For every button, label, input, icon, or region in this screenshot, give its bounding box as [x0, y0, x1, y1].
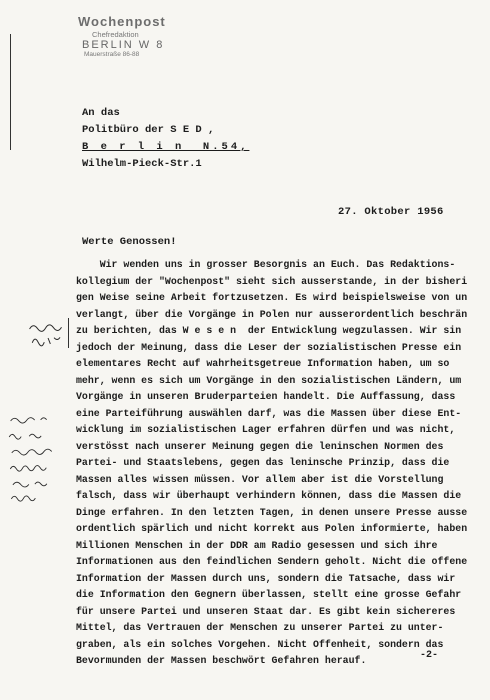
letterhead-stamp	[78, 14, 198, 58]
body-line: für unsere Partei und unseren Staat dar. Es gibt kein sichereres	[76, 605, 456, 617]
letter-body	[76, 257, 484, 670]
body-line: eine Parteiführung auswählen darf, was die Massen über diese Ent-	[76, 407, 462, 419]
body-line: Bevormunden der Massen beschwört Gefahren herauf.	[76, 655, 367, 666]
recipient-address	[82, 105, 249, 173]
recipient-line-4: Wilhelm-Pieck-Str.1	[82, 158, 202, 170]
body-line: gen Weise seine Arbeit fortzusetzen. Es wird beispielsweise von un	[76, 292, 468, 303]
body-line: verstösst nach unserer Meinung gegen die leninschen Normen des	[76, 440, 444, 452]
body-line: Massen alles wissen müssen. Vor allem aber ist die Vorstellung	[76, 473, 444, 485]
margin-bracket-mark	[10, 34, 14, 150]
letterhead-name: Wochenpost	[78, 14, 166, 29]
letter-date: 27. Oktober 1956	[338, 206, 444, 218]
handwriting-scribble-icon	[27, 319, 68, 349]
handwritten-note-lower	[6, 411, 69, 508]
body-line: elementares Recht auf wahrheitsgetreue Information haben, um so	[76, 358, 450, 369]
recipient-line-1: An das	[82, 107, 120, 119]
body-line: Vorgänge in unseren Bruderparteien handelt. Die Auffassung, dass	[76, 391, 456, 402]
handwritten-note-upper	[27, 319, 69, 355]
handwriting-scribble-icon	[6, 411, 69, 503]
body-line: jedoch der Meinung, dass die Leser der sozialistischen Presse ein	[76, 341, 462, 353]
recipient-line-2: Politbüro der S E D ,	[82, 124, 215, 136]
body-line: kollegium der "Wochenpost" sieht sich ausserstande, in der bisheri	[76, 275, 468, 287]
body-line: Wir wenden uns in grosser Besorgnis an Euch. Das Redaktions-	[76, 259, 456, 270]
salutation: Werte Genossen!	[82, 236, 177, 248]
body-line: zu berichten, das W e s e n der Entwicklung wegzulassen. Wir sin	[76, 325, 462, 336]
letterhead-department: Chefredaktion	[92, 30, 139, 39]
body-line: wicklung im sozialistischen Lager erfahren dürfen und was nicht,	[76, 424, 456, 435]
body-line: die Information den Gegnern überlassen, stellt eine grosse Gefahr	[76, 589, 462, 600]
body-line: ordentlich spärlich und nicht korrekt aus Polen informierte, haben	[76, 523, 468, 534]
letterhead-street: Mauerstraße 86-88	[84, 51, 140, 58]
body-line: Informationen aus den feindlichen Sendern geholt. Nicht die offene	[76, 556, 468, 567]
letterhead-city: BERLIN W 8	[82, 39, 165, 51]
page-number: -2-	[420, 650, 439, 661]
body-line: graben, als ein solches Vorgehen. Nicht Offenheit, sondern das	[76, 638, 444, 650]
body-line: Partei- und Staatslebens, gegen das leninsche Prinzip, dass die	[76, 457, 450, 468]
body-line: Information der Massen durch uns, sondern die Tatsache, dass wir	[76, 572, 456, 584]
body-line: mehr, wenn es sich um Vorgänge in den sozialistischen Ländern, um	[76, 374, 462, 386]
body-line: Mittel, das Vertrauen der Menschen zu unserer Partei zu unter-	[76, 622, 444, 633]
body-line: falsch, dass wir überhaupt verhindern können, dass die Massen die	[76, 490, 462, 501]
body-line: Millionen Menschen in der DDR am Radio gesessen und sich ihre	[76, 539, 438, 551]
recipient-line-3: B e r l i n N.54,	[82, 141, 250, 153]
body-line: verlangt, über die Vorgänge in Polen nur ausserordentlich beschrän	[76, 308, 468, 320]
body-line: Dinge erfahren. In den letzten Tagen, in denen unsere Presse ausse	[76, 506, 468, 518]
